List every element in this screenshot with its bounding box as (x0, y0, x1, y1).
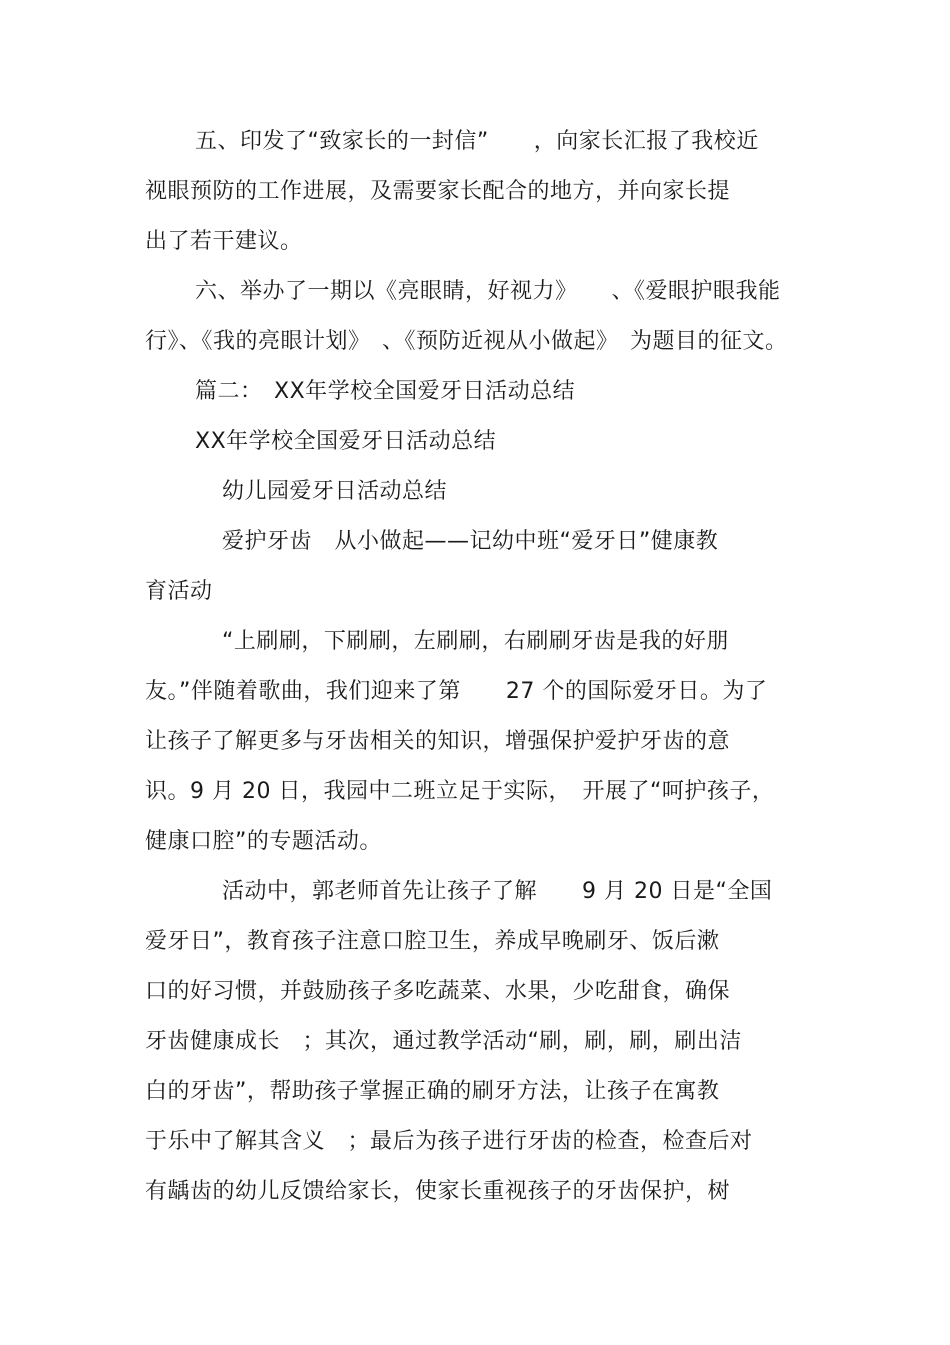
text-line: 有龋齿的幼儿反馈给家长，使家长重视孩子的牙齿保护，树 (145, 1179, 731, 1204)
text-line: 白的牙齿”，帮助孩子掌握正确的刷牙方法，让孩子在寓教 (145, 1079, 720, 1104)
section-heading: 篇二： XX年学校全国爱牙日活动总结 (195, 379, 576, 404)
text-line: 健康口腔”的专题活动。 (145, 829, 382, 854)
text-line: “上刷刷，下刷刷，左刷刷，右刷刷牙齿是我的好朋 (222, 629, 729, 654)
text-line: 牙齿健康成长 ；其次，通过教学活动“刷，刷，刷，刷出洁 (145, 1029, 742, 1054)
text-line: 爱牙日”，教育孩子注意口腔卫生，养成早晚刷牙、饭后漱 (145, 929, 720, 954)
text-line: 于乐中了解其含义 ；最后为孩子进行牙齿的检查，检查后对 (145, 1129, 753, 1154)
section-title: XX年学校全国爱牙日活动总结 (195, 429, 497, 454)
text-line: 六、举办了一期以《亮眼睛，好视力》 、《爱眼护眼我能 (195, 279, 781, 304)
text-line: 出了若干建议。 (145, 229, 303, 254)
text-line: 口的好习惯，并鼓励孩子多吃蔬菜、水果，少吃甜食，确保 (145, 979, 731, 1004)
text-line: 视眼预防的工作进展，及需要家长配合的地方，并向家长提 (145, 179, 731, 204)
text-line: 育活动 (145, 579, 213, 604)
text-line: 五、印发了“致家长的一封信” ，向家长汇报了我校近 (195, 129, 759, 154)
text-line: 活动中，郭老师首先让孩子了解 9 月 20 日是“全国 (222, 879, 773, 904)
text-line: 识。9 月 20 日，我园中二班立足于实际， 开展了“呵护孩子， (145, 779, 775, 804)
section-subtitle: 幼儿园爱牙日活动总结 (222, 479, 448, 504)
text-line: 友。”伴随着歌曲，我们迎来了第 27 个的国际爱牙日。为了 (145, 679, 768, 704)
text-line: 让孩子了解更多与牙齿相关的知识，增强保护爱护牙齿的意 (145, 729, 731, 754)
text-line: 爱护牙齿 从小做起——记幼中班“爱牙日”健康教 (222, 529, 719, 554)
text-line: 行》、《我的亮眼计划》 、《预防近视从小做起》 为题目的征文。 (145, 329, 788, 354)
